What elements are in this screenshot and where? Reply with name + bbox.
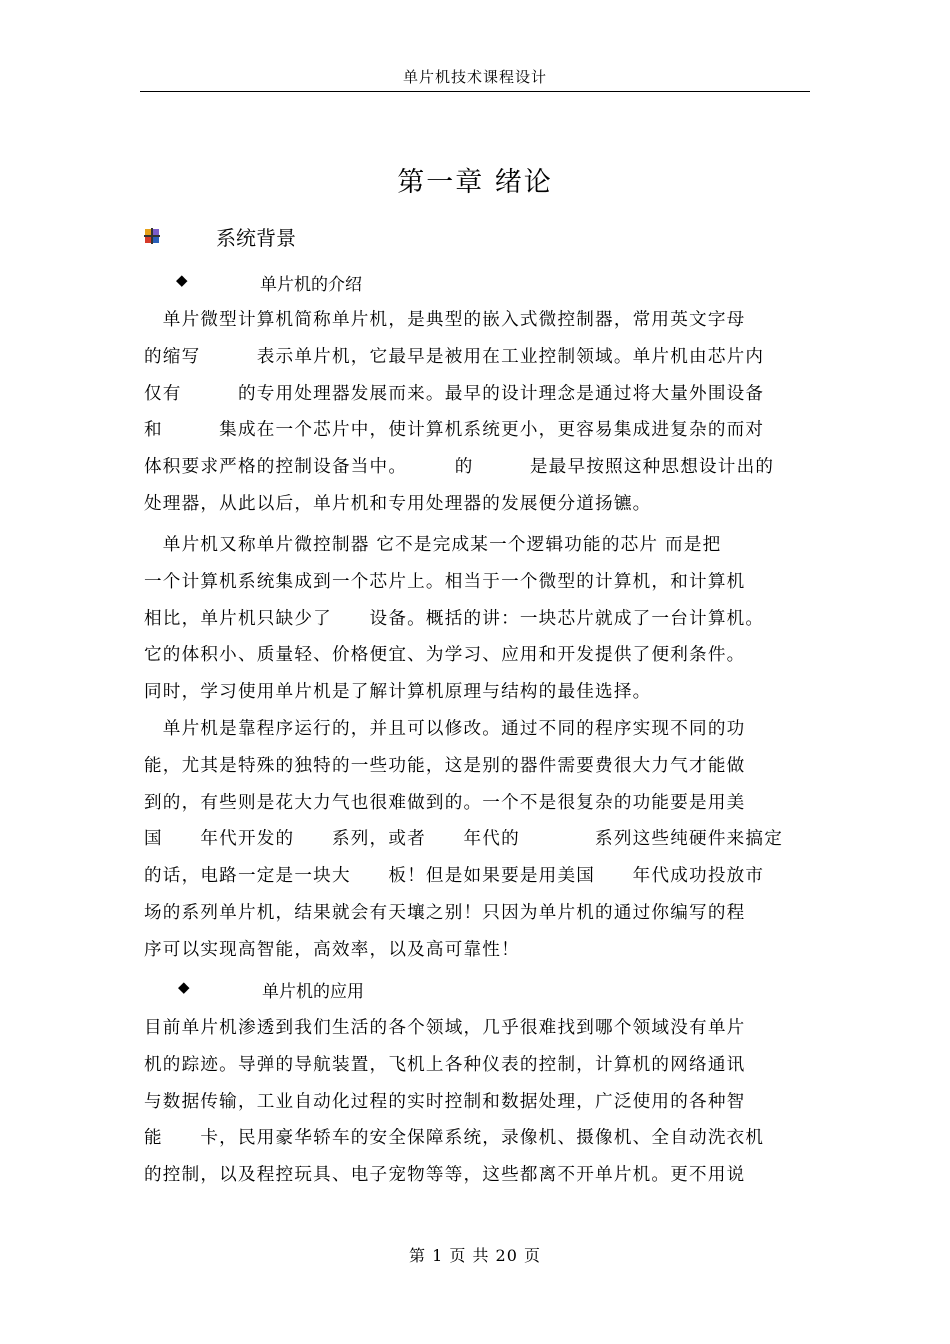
- paragraph-definition: [144, 527, 808, 711]
- text-line: 单片机又称单片微控制器 它不是完成某一个逻辑功能的芯片 而是把: [144, 535, 722, 555]
- text-line: 一个计算机系统集成到一个芯片上。相当于一个微型的计算机，和计算机: [144, 571, 746, 592]
- paragraph-applications: [144, 1010, 808, 1194]
- header-rule: [140, 91, 810, 92]
- text-line: 能 卡，民用豪华轿车的安全保障系统，录像机、摄像机、全自动洗衣机: [144, 1128, 765, 1149]
- text-line: 目前单片机渗透到我们生活的各个领域，几乎很难找到哪个领域没有单片: [144, 1018, 746, 1038]
- text-line: 相比，单片机只缺少了 设备。概括的讲：一块芯片就成了一台计算机。: [144, 608, 765, 629]
- text-line: 国 年代开发的 系列，或者 年代的 系列这些纯硬件来搞定: [144, 829, 783, 850]
- section-title: 系统背景: [216, 226, 296, 250]
- text-line: 能，尤其是特殊的独特的一些功能，这是别的器件需要费很大力气才能做: [144, 755, 746, 776]
- paragraph-intro: [144, 302, 808, 523]
- text-line: 到的，有些则是花大力气也很难做到的。一个不是很复杂的功能要是用美: [144, 792, 746, 813]
- text-line: 体积要求严格的控制设备当中。 的 是最早按照这种思想设计出的: [144, 457, 775, 478]
- bullet-square-icon: [144, 228, 160, 244]
- subheading-label: 单片机的介绍: [260, 275, 362, 295]
- text-line: 单片微型计算机简称单片机，是典型的嵌入式微控制器，常用英文字母: [144, 310, 746, 330]
- page-footer: 第 1 页 共 20 页: [409, 1246, 541, 1265]
- subheading-label: 单片机的应用: [262, 982, 364, 1002]
- text-line: 处理器，从此以后，单片机和专用处理器的发展便分道扬镳。: [144, 493, 652, 514]
- paragraph-programming: [144, 711, 808, 969]
- text-line: 场的系列单片机，结果就会有天壤之别！只因为单片机的通过你编写的程: [144, 902, 746, 923]
- text-line: 仅有 的专用处理器发展而来。最早的设计理念是通过将大量外围设备: [144, 383, 765, 404]
- text-line: 的控制，以及程控玩具、电子宠物等等，这些都离不开单片机。更不用说: [144, 1165, 746, 1186]
- chapter-title: 第一章 绪论: [397, 167, 553, 198]
- text-line: 它的体积小、质量轻、价格便宜、为学习、应用和开发提供了便利条件。: [144, 645, 746, 666]
- text-line: 同时，学习使用单片机是了解计算机原理与结构的最佳选择。: [144, 682, 652, 703]
- diamond-bullet-icon: ◆: [176, 271, 188, 289]
- text-line: 机的踪迹。导弹的导航装置，飞机上各种仪表的控制，计算机的网络通讯: [144, 1054, 746, 1075]
- text-line: 单片机是靠程序运行的，并且可以修改。通过不同的程序实现不同的功: [144, 719, 746, 739]
- text-line: 和 集成在一个芯片中，使计算机系统更小，更容易集成进复杂的而对: [144, 420, 765, 441]
- text-line: 的缩写 表示单片机，它最早是被用在工业控制领域。单片机由芯片内: [144, 346, 765, 367]
- text-line: 的话，电路一定是一块大 板！但是如果要是用美国 年代成功投放市: [144, 866, 765, 887]
- text-line: 与数据传输，工业自动化过程的实时控制和数据处理，广泛使用的各种智: [144, 1091, 746, 1112]
- diamond-bullet-icon: ◆: [178, 978, 190, 996]
- page-header: 单片机技术课程设计: [402, 68, 547, 86]
- text-line: 序可以实现高智能，高效率，以及高可靠性！: [144, 939, 520, 960]
